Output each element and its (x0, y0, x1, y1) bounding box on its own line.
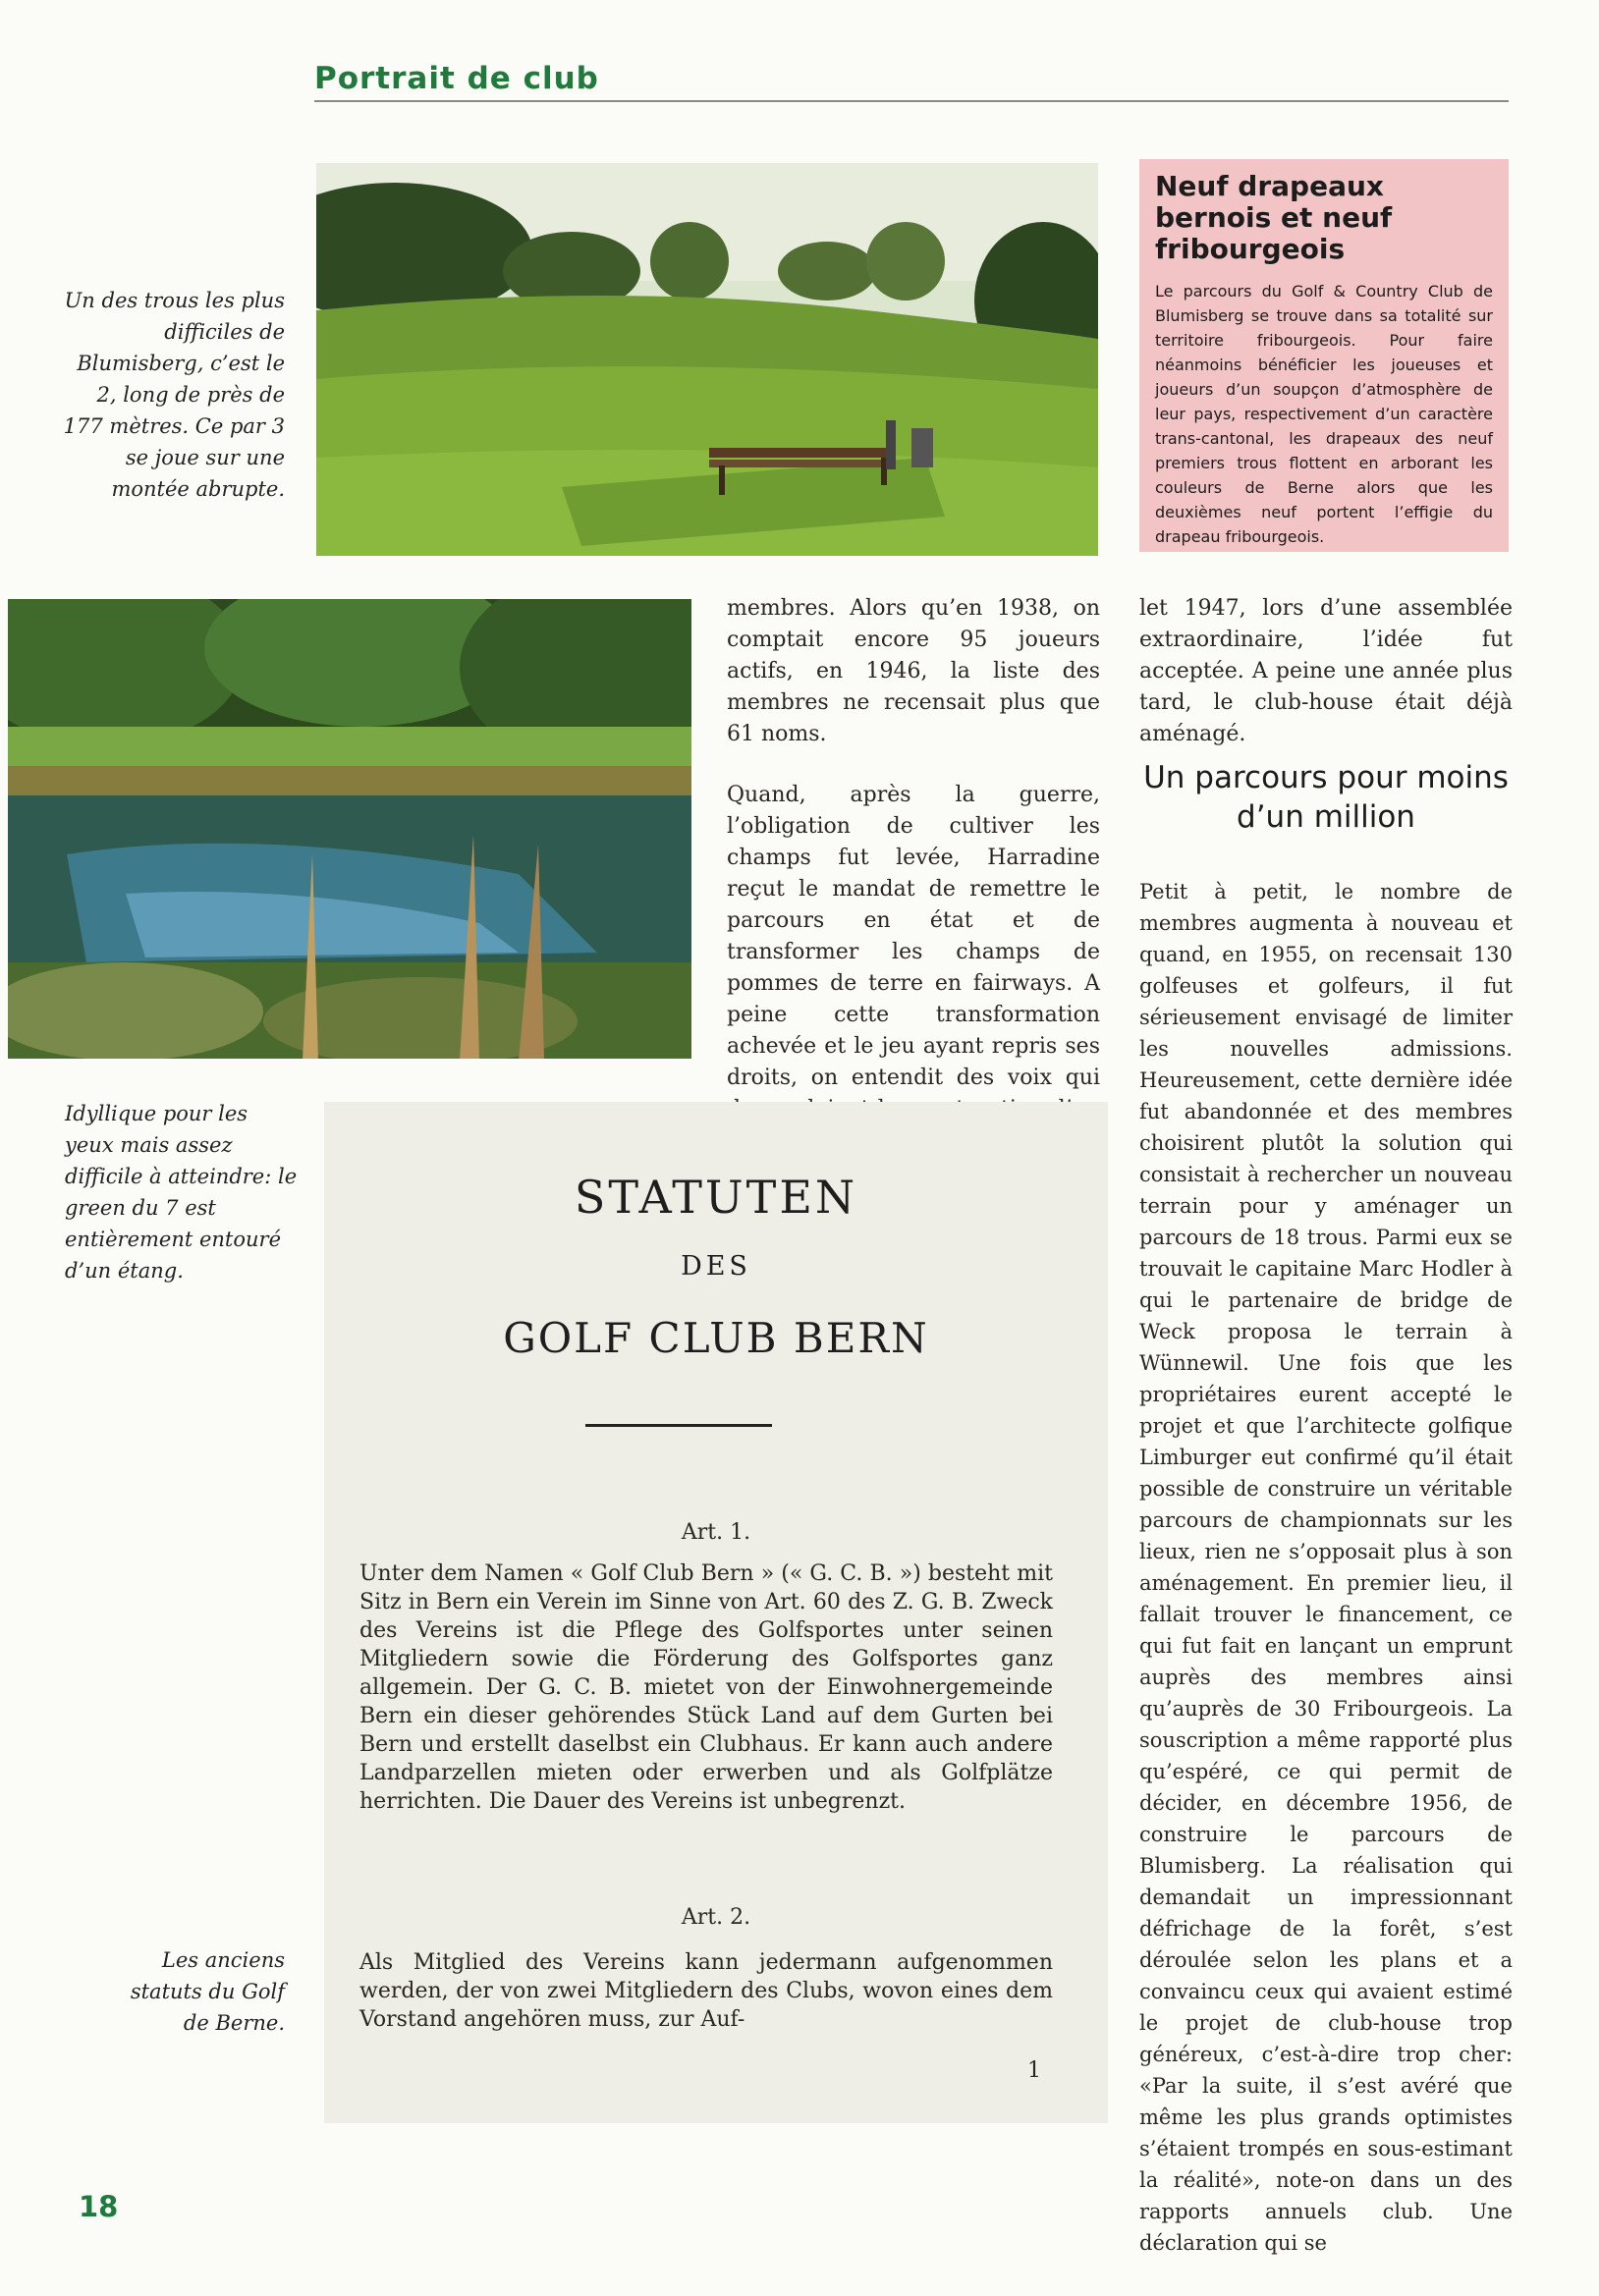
article-column-right-top (1139, 593, 1513, 780)
article-2-text: Als Mitglied des Vereins kann jedermann aufgenommen werden, der von zwei Mitgliedern des Clubs, wovon eines dem Vorstand angehören muss, zur Auf- (359, 1950, 1053, 2032)
pond-green-photo (8, 599, 691, 1059)
caption-statutes: Les anciens statuts du Golf de Berne. (130, 1948, 285, 2035)
statute-page-number: 1 (1027, 2058, 1041, 2083)
section-label: Portrait de club (314, 61, 599, 96)
golf-fairway-photo (316, 163, 1098, 556)
page-number: 18 (79, 2190, 119, 2223)
sidebar-title: Neuf drapeaux bernois et neuf fribourgeois (1155, 170, 1393, 265)
statute-title: STATUTEN (574, 1171, 858, 1224)
header-rule (314, 100, 1509, 102)
statute-title-club: GOLF CLUB BERN (503, 1314, 929, 1362)
sidebar-body: Le parcours du Golf & Country Club de Blumisberg se trouve dans sa totalité sur territoire fribourgeois. Pour faire néanmoins bénéficier les joueuses et joueurs d’un soupçon d’atmosphère de leur pays, respectivement d’un caractère trans-cantonal, les drapeaux des neuf premiers trous flottent en arborant les couleurs de Berne alors que les deuxièmes neuf portent l’effigie du drapeau fribourgeois. (1155, 282, 1493, 546)
article-paragraph: membres. Alors qu’en 1938, on comptait encore 95 joueurs actifs, en 1946, la liste des membres ne recensait plus que 61 noms. (727, 596, 1100, 746)
article-1-text: Unter dem Namen « Golf Club Bern » (« G. C. B. ») besteht mit Sitz in Bern ein Verein im Sinne von Art. 60 des Z. G. B. Zweck des Vereins ist die Pflege des Golfsportes unter seinen Mitgliedern sowie die Förderung des Golfsportes ganz allgemein. Der G. C. B. mietet von der Einwohnergemeinde Bern ein dieser gehörendes Stück Land auf dem Gurten bei Bern und erstellt daselbst ein Clubhaus. Er kann auch andere Landparzellen mieten oder erwerben und als Golfplätze herrichten. Die Dauer des Vereins ist unbegrenzt. (359, 1561, 1053, 1814)
statute-title-des: DES (681, 1251, 751, 1282)
article-column-middle (727, 593, 1100, 1186)
article-1-heading: Art. 1. (681, 1520, 751, 1545)
caption-green-7: Idyllique pour les yeux mais assez difficile à atteindre: le green du 7 est entièrement entouré d’un étang. (65, 1102, 298, 1283)
statute-document (324, 1102, 1108, 2123)
article-paragraph: Petit à petit, le nombre de membres augmenta à nouveau et quand, en 1955, on recensait 130 golfeuses et golfeurs, il fut sérieusement envisagé de limiter les nouvelles admissions. Heureusement, cette dernière idée fut abandonnée et des membres choisirent plutôt la solution qui consistait à rechercher un nouveau terrain pour y aménager un parcours de 18 trous. Parmi eux se trouvait le capitaine Marc Hodler à qui le partenaire de bridge de Weck proposa le terrain à Wünnewil. Une fois que les propriétaires eurent accepté le projet et que l’architecte golfique Limburger eut confirmé qu’il était possible de construire un véritable parcours de championnats sur les lieux, rien ne s’opposait plus à son aménagement. En premier lieu, il fallait trouver le financement, ce qui fut fait en lançant un emprunt auprès des membres ainsi qu’auprès de 30 Fribourgeois. La souscription a même rapporté plus qu’espéré, ce qui permit de décider, en décembre 1956, de construire le parcours de Blumisberg. La réalisation qui demandait un impressionnant défrichage de la forêt, s’est déroulée selon les plans et a convaincu ceux qui avaient estimé le projet de club-house trop généreux, c’est-à-dire trop cher: «Par la suite, il s’est avéré que même les plus grands optimistes s’étaient trompés en sous-estimant la réalité», note-on dans un des rapports annuels club. Une déclaration qui se (1139, 880, 1513, 2255)
sidebar-box (1139, 159, 1509, 552)
article-paragraph: let 1947, lors d’une assemblée extraordinaire, l’idée fut acceptée. A peine une année plus tard, le club-house était déjà aménagé. (1139, 596, 1513, 746)
article-2-heading: Art. 2. (681, 1905, 751, 1930)
article-subheading: Un parcours pour moins d’un million (1143, 760, 1509, 835)
caption-hole-2: Un des trous les plus difficiles de Blumisberg, c’est le 2, long de près de 177 mètres. Ce par 3 se joue sur une montée abrupte. (63, 289, 285, 501)
article-paragraph: Quand, après la guerre, l’obligation de cultiver les champs fut levée, Harradine reçut le mandat de remettre le parcours en état et de transformer les champs de pommes de terre en fairways. A peine cette transformation achevée et le jeu ayant repris ses droits, on entendit des voix qui (727, 783, 1100, 1090)
statute-divider (585, 1424, 772, 1427)
article-column-right (1139, 876, 1513, 2288)
